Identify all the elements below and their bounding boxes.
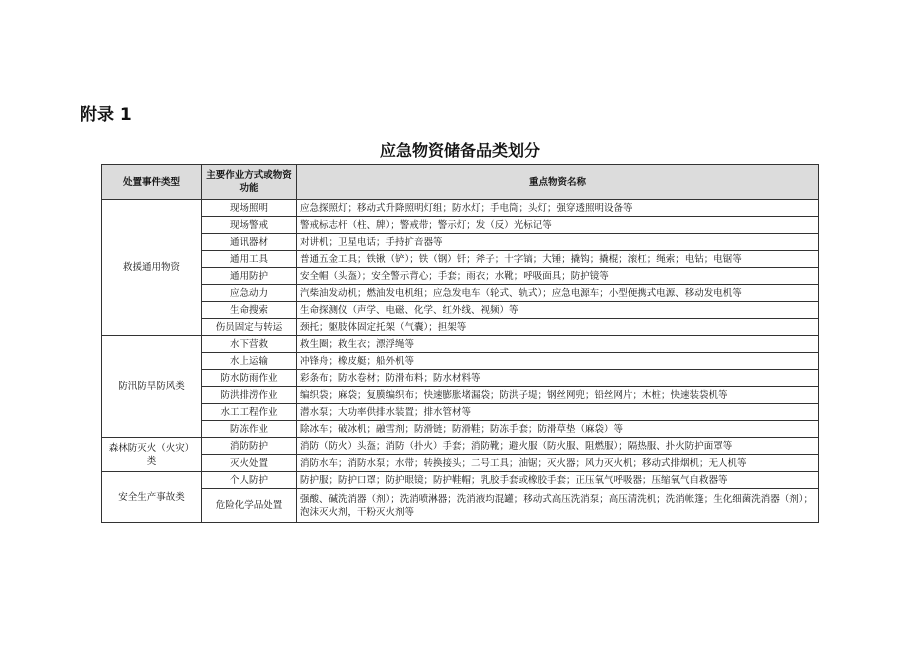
mode-cell: 水工工程作业	[202, 404, 297, 421]
table-row	[102, 285, 819, 302]
table-row	[102, 268, 819, 285]
category-cell: 防汛防旱防风类	[102, 336, 202, 438]
mode-cell: 应急动力	[202, 285, 297, 302]
table-row	[102, 251, 819, 268]
mode-cell: 通用防护	[202, 268, 297, 285]
items-cell: 彩条布；防水卷材；防滑布料；防水材料等	[297, 370, 819, 387]
table-row	[102, 200, 819, 217]
materials-table	[101, 164, 819, 523]
mode-cell: 伤员固定与转运	[202, 319, 297, 336]
header-items: 重点物资名称	[297, 165, 819, 200]
mode-cell: 水上运输	[202, 353, 297, 370]
table-row	[102, 489, 819, 523]
items-cell: 防护服；防护口罩；防护眼镜；防护鞋帽；乳胶手套或橡胶手套；正压氧气呼吸器；压缩氧气自救器等	[297, 472, 819, 489]
document-title: 应急物资储备品类划分	[379, 141, 540, 160]
items-cell: 普通五金工具；铁锹（铲）；铁（钢）钎；斧子；十字镐；大锤；撬钩；撬棍；滚杠；绳索；电钻；电锯等	[297, 251, 819, 268]
table-row	[102, 472, 819, 489]
mode-cell: 生命搜索	[202, 302, 297, 319]
table-header-row	[102, 165, 819, 200]
mode-cell: 水下营救	[202, 336, 297, 353]
table-row	[102, 319, 819, 336]
items-cell: 冲锋舟；橡皮艇；船外机等	[297, 353, 819, 370]
table-row	[102, 353, 819, 370]
items-cell: 救生圈；救生衣；漂浮绳等	[297, 336, 819, 353]
table-row	[102, 370, 819, 387]
header-category: 处置事件类型	[102, 165, 202, 200]
mode-cell: 个人防护	[202, 472, 297, 489]
table-row	[102, 438, 819, 455]
items-cell: 消防（防火）头盔；消防（扑火）手套；消防靴；避火服（防火服、阻燃服）；隔热服、扑火防护面罩等	[297, 438, 819, 455]
table-row	[102, 421, 819, 438]
mode-cell: 危险化学品处置	[202, 489, 297, 523]
table-row	[102, 404, 819, 421]
mode-cell: 防冻作业	[202, 421, 297, 438]
items-cell: 强酸、碱洗消器（剂）；洗消喷淋器；洗消液均混罐；移动式高压洗消泵；高压清洗机；洗消帐篷；生化细菌洗消器（剂）；泡沫灭火剂，干粉灭火剂等	[297, 489, 819, 523]
category-cell: 安全生产事故类	[102, 472, 202, 523]
items-cell: 汽柴油发动机；燃油发电机组；应急发电车（轮式、轨式）；应急电源车；小型便携式电源、移动发电机等	[297, 285, 819, 302]
mode-cell: 防洪排涝作业	[202, 387, 297, 404]
mode-cell: 消防防护	[202, 438, 297, 455]
category-cell: 救援通用物资	[102, 200, 202, 336]
items-cell: 安全帽（头盔）；安全警示背心；手套；雨衣；水靴；呼吸面具；防护镜等	[297, 268, 819, 285]
table-row	[102, 302, 819, 319]
items-cell: 生命探测仪（声学、电磁、化学、红外线、视频）等	[297, 302, 819, 319]
table-row	[102, 217, 819, 234]
category-cell: 森林防灭火（火灾）类	[102, 438, 202, 472]
table-row	[102, 336, 819, 353]
mode-cell: 通用工具	[202, 251, 297, 268]
mode-cell: 防水防雨作业	[202, 370, 297, 387]
table-row	[102, 234, 819, 251]
mode-cell: 灭火处置	[202, 455, 297, 472]
items-cell: 潜水泵；大功率供排水装置；排水管材等	[297, 404, 819, 421]
items-cell: 应急探照灯；移动式升降照明灯组；防水灯；手电筒；头灯；强穿透照明设备等	[297, 200, 819, 217]
items-cell: 编织袋；麻袋；复膜编织布；快速膨胀堵漏袋；防洪子堤；钢丝网兜；铅丝网片；木桩；快速装袋机等	[297, 387, 819, 404]
appendix-label: 附录 1	[80, 105, 132, 125]
mode-cell: 现场照明	[202, 200, 297, 217]
items-cell: 颈托；躯肢体固定托架（气囊）；担架等	[297, 319, 819, 336]
items-cell: 警戒标志杆（柱、牌）；警戒带；警示灯；发（反）光标记等	[297, 217, 819, 234]
mode-cell: 通讯器材	[202, 234, 297, 251]
table-row	[102, 387, 819, 404]
mode-cell: 现场警戒	[202, 217, 297, 234]
header-mode: 主要作业方式或物资功能	[202, 165, 297, 200]
items-cell: 对讲机；卫星电话；手持扩音器等	[297, 234, 819, 251]
items-cell: 除冰车；破冰机；融雪剂；防滑链；防滑鞋；防冻手套；防滑草垫（麻袋）等	[297, 421, 819, 438]
items-cell: 消防水车；消防水泵；水带；转换接头；二号工具；油锯；灭火器；风力灭火机；移动式排烟机；无人机等	[297, 455, 819, 472]
table-row	[102, 455, 819, 472]
